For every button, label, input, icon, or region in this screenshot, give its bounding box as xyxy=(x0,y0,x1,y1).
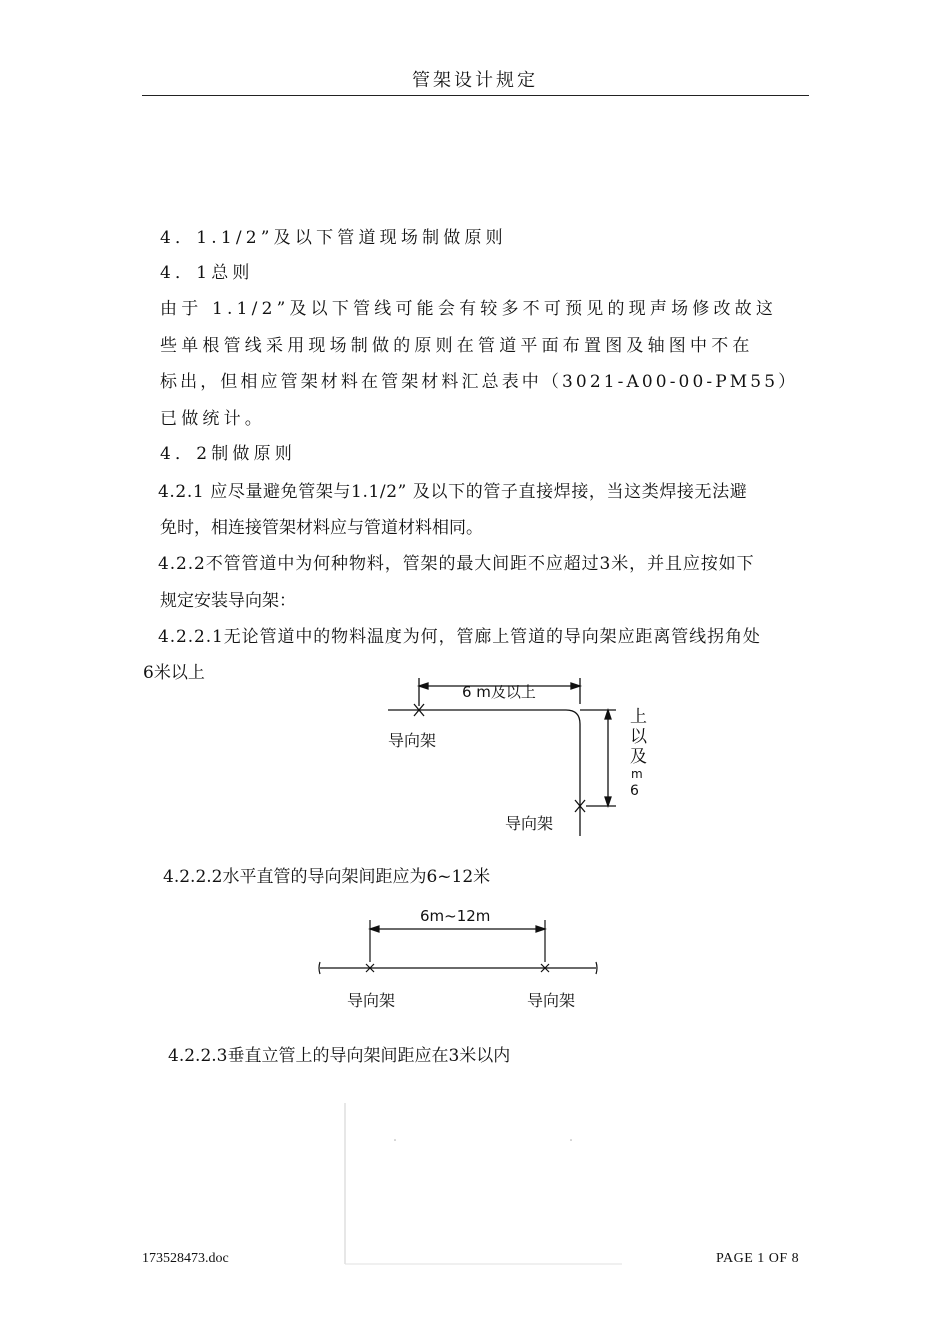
dim-label-horizontal: 6 m及以上 xyxy=(462,683,536,701)
guide-label-bottom: 导向架 xyxy=(505,814,554,833)
page-header-title: 管架设计规定 xyxy=(412,70,538,91)
paragraph-4-2-2-line-1: 4.2.2不管管道中为何种物料，管架的最大间距不应超过3米，并且应按如下 xyxy=(158,554,755,574)
paragraph-4-1-line-4: 已做统计。 xyxy=(160,409,266,429)
dim-vertical-char-2: 以 xyxy=(630,727,647,747)
paragraph-4-2-2-1-line-2: 6米以上 xyxy=(143,663,205,683)
footer-filename: 173528473.doc xyxy=(142,1251,229,1266)
dim-vertical-char-3: 及 xyxy=(630,747,647,767)
section-4-1-heading: 4．1.1/2”及以下管道现场制做原则 xyxy=(160,228,507,248)
paragraph-4-2-2-line-2: 规定安装导向架： xyxy=(160,591,296,611)
dim-label-2: 6m~12m xyxy=(420,907,491,925)
paragraph-4-2-2-1-line-1: 4.2.2.1无论管道中的物料温度为何，管廊上管道的导向架应距离管线拐角处 xyxy=(158,627,761,647)
guide-label-left: 导向架 xyxy=(388,731,437,750)
paragraph-4-2-1-line-1: 4.2.1 应尽量避免管架与1.1/2” 及以下的管子直接焊接，当这类焊接无法避 xyxy=(158,482,748,502)
dim-vertical-char-5: 6 xyxy=(630,783,639,799)
section-4-2-subheading: 4．2制做原则 xyxy=(160,444,297,464)
paragraph-4-2-2-3: 4.2.2.3垂直立管上的导向架间距应在3米以内 xyxy=(168,1046,511,1066)
dim-vertical-char-1: 上 xyxy=(630,707,647,727)
guide-label-left-2: 导向架 xyxy=(347,991,396,1010)
section-4-1-subheading: 4．1总则 xyxy=(160,263,254,283)
guide-label-right-2: 导向架 xyxy=(527,991,576,1010)
paragraph-4-1-line-2: 些单根管线采用现场制做的原则在管道平面布置图及轴图中不在 xyxy=(160,336,754,356)
paragraph-4-2-1-line-2: 免时，相连接管架材料应与管道材料相同。 xyxy=(160,518,483,538)
footer-page-number: PAGE 1 OF 8 xyxy=(716,1251,800,1266)
paragraph-4-2-2-2: 4.2.2.2水平直管的导向架间距应为6~12米 xyxy=(163,867,491,887)
paragraph-4-1-line-3: 标出，但相应管架材料在管架材料汇总表中（3021-A00-00-PM55） xyxy=(160,372,799,392)
paragraph-4-1-line-1: 由于 1.1/2”及以下管线可能会有较多不可预见的现声场修改故这 xyxy=(160,299,778,319)
dim-vertical-char-4: m xyxy=(631,767,643,781)
